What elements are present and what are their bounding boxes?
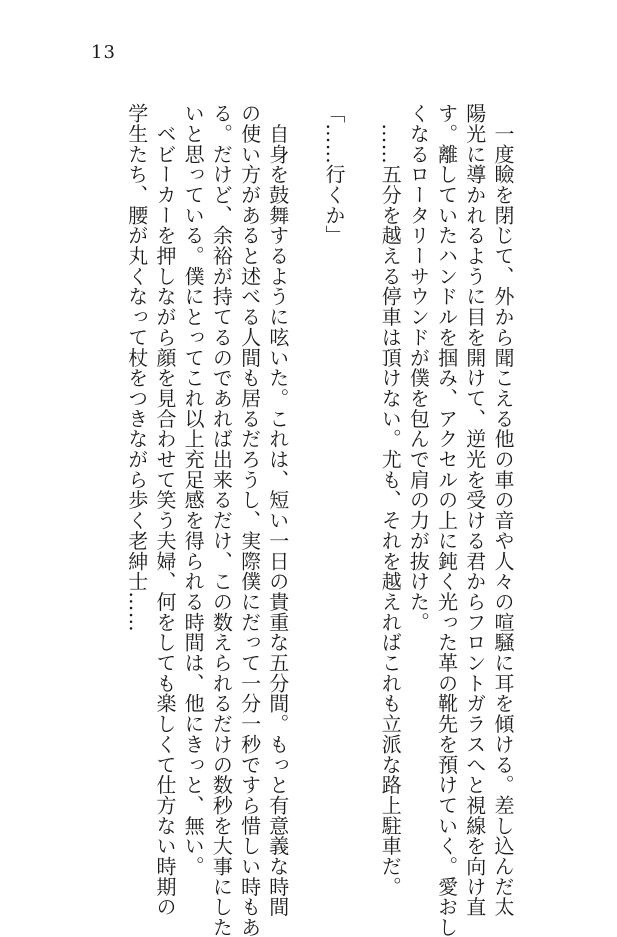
text-line: いと思っている。僕にとってこれ以上充足感を得られる時間は、他にきっと、無い。 <box>181 103 206 877</box>
text-line: 学生たち、腰が丸くなって杖をつきながら歩く老紳士…… <box>124 103 149 633</box>
text-line: ベビーカーを押しながら顔を見合わせて笑う夫婦、何をしても楽しくて仕方ない時期の <box>152 103 177 917</box>
text-line: す。離していたハンドルを掴み、アクセルの上に鈍く光った革の靴先を預けていく。愛おし <box>434 103 459 937</box>
dialogue-line: 「……行くか」 <box>321 103 346 246</box>
text-line: ……五分を越える停車は頂けない。尤も、それを越えればこれも立派な路上駐車だ。 <box>378 103 403 897</box>
text-line: る。だけど、余裕が持てるのであれば出来るだけ、この数えられるだけの数秒を大事にした <box>209 103 234 937</box>
text-line: くなるロータリーサウンドが僕を包んで肩の力が抜けた。 <box>406 103 431 633</box>
body-text <box>123 103 517 937</box>
text-line: の使い方があると述べる人間も居るだろうし、実際僕にだって一分一秒ですら惜しい時もあ <box>237 103 262 937</box>
page-number: 13 <box>91 42 116 63</box>
text-line: 陽光に導かれるように目を開けて、逆光を受ける君からフロントガラスへと視線を向け直 <box>462 103 487 917</box>
blank-line <box>348 103 376 803</box>
blank-line <box>292 103 320 803</box>
text-line: 自身を鼓舞するように呟いた。これは、短い一日の貴重な五分間。もっと有意義な時間 <box>265 103 290 917</box>
text-line: 一度瞼を閉じて、外から聞こえる他の車の音や人々の喧騒に耳を傾ける。差し込んだ太 <box>491 103 515 917</box>
